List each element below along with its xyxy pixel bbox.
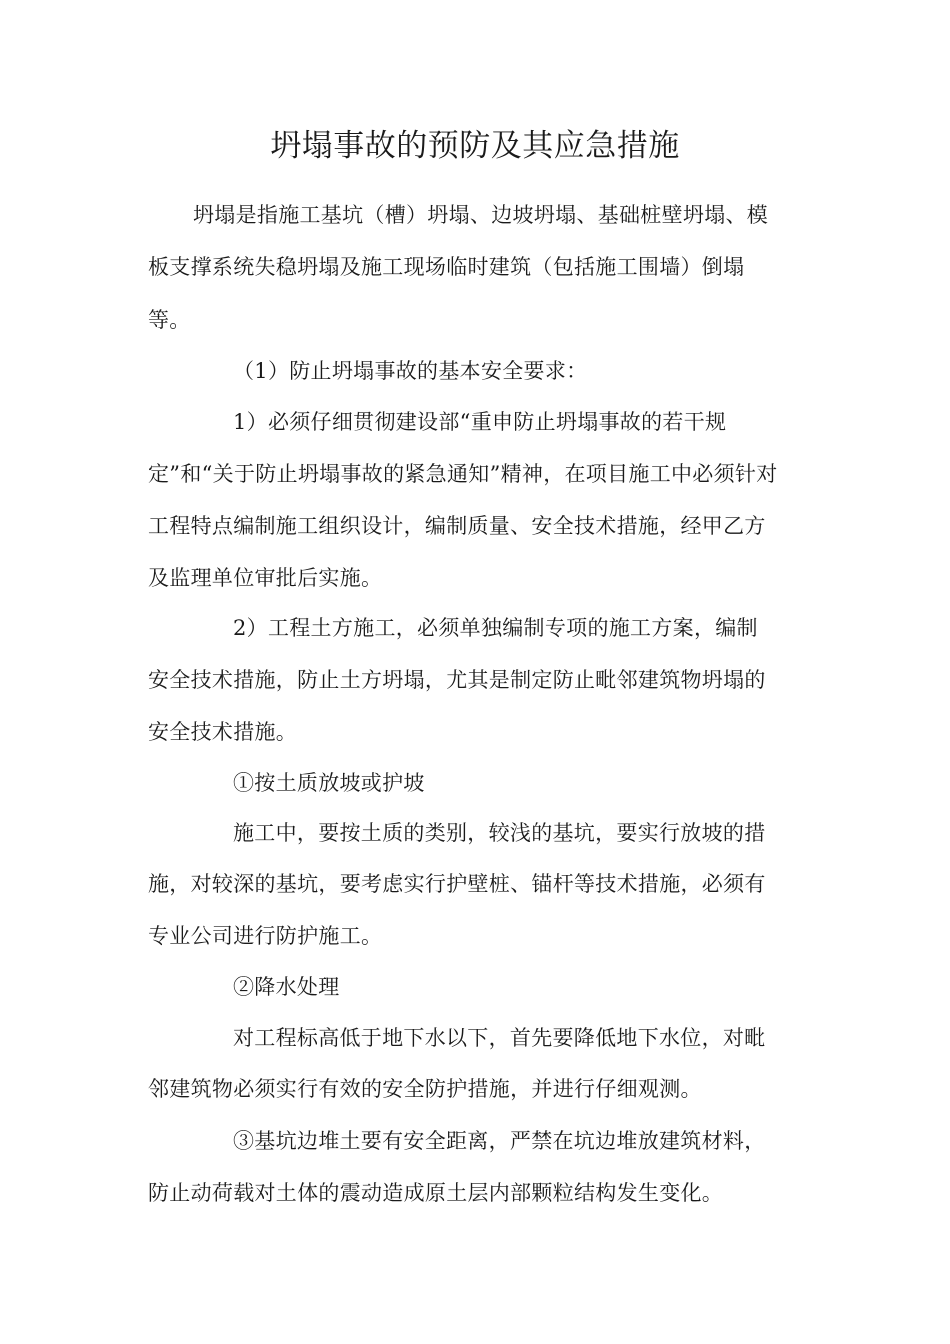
paragraph-line: 工程特点编制施工组织设计，编制质量、安全技术措施，经甲乙方 xyxy=(148,514,766,538)
paragraph-line: 安全技术措施，防止土方坍塌，尤其是制定防止毗邻建筑物坍塌的 xyxy=(148,668,766,692)
paragraph-line: 邻建筑物必须实行有效的安全防护措施，并进行仔细观测。 xyxy=(148,1077,702,1101)
paragraph-line: 2）工程土方施工，必须单独编制专项的施工方案，编制 xyxy=(233,616,758,640)
paragraph-line: 1）必须仔细贯彻建设部“重申防止坍塌事故的若干规 xyxy=(233,410,727,434)
paragraph-line: 防止动荷载对土体的震动造成原土层内部颗粒结构发生变化。 xyxy=(148,1181,724,1205)
paragraph-line: 专业公司进行防护施工。 xyxy=(148,924,383,948)
section-heading: （1）防止坍塌事故的基本安全要求： xyxy=(233,359,588,383)
paragraph-line: 等。 xyxy=(148,308,191,332)
paragraph-line: 施工中，要按土质的类别，较浅的基坑，要实行放坡的措 xyxy=(233,821,766,845)
paragraph-line: 安全技术措施。 xyxy=(148,720,298,744)
document-title: 坍塌事故的预防及其应急措施 xyxy=(270,128,680,164)
paragraph-line: 施，对较深的基坑，要考虑实行护壁桩、锚杆等技术措施，必须有 xyxy=(148,872,766,896)
paragraph-line: 板支撑系统失稳坍塌及施工现场临时建筑（包括施工围墙）倒塌 xyxy=(148,255,745,279)
paragraph-line: 定”和“关于防止坍塌事故的紧急通知”精神，在项目施工中必须针对 xyxy=(148,462,778,486)
paragraph-line: 对工程标高低于地下水以下，首先要降低地下水位，对毗 xyxy=(233,1026,766,1050)
paragraph-line: 坍塌是指施工基坑（槽）坍塌、边坡坍塌、基础桩壁坍塌、模 xyxy=(193,203,769,227)
subheading: ①按土质放坡或护坡 xyxy=(233,771,425,795)
paragraph-line: ③基坑边堆土要有安全距离，严禁在坑边堆放建筑材料， xyxy=(233,1129,766,1153)
subheading: ②降水处理 xyxy=(233,975,340,999)
paragraph-line: 及监理单位审批后实施。 xyxy=(148,566,383,590)
